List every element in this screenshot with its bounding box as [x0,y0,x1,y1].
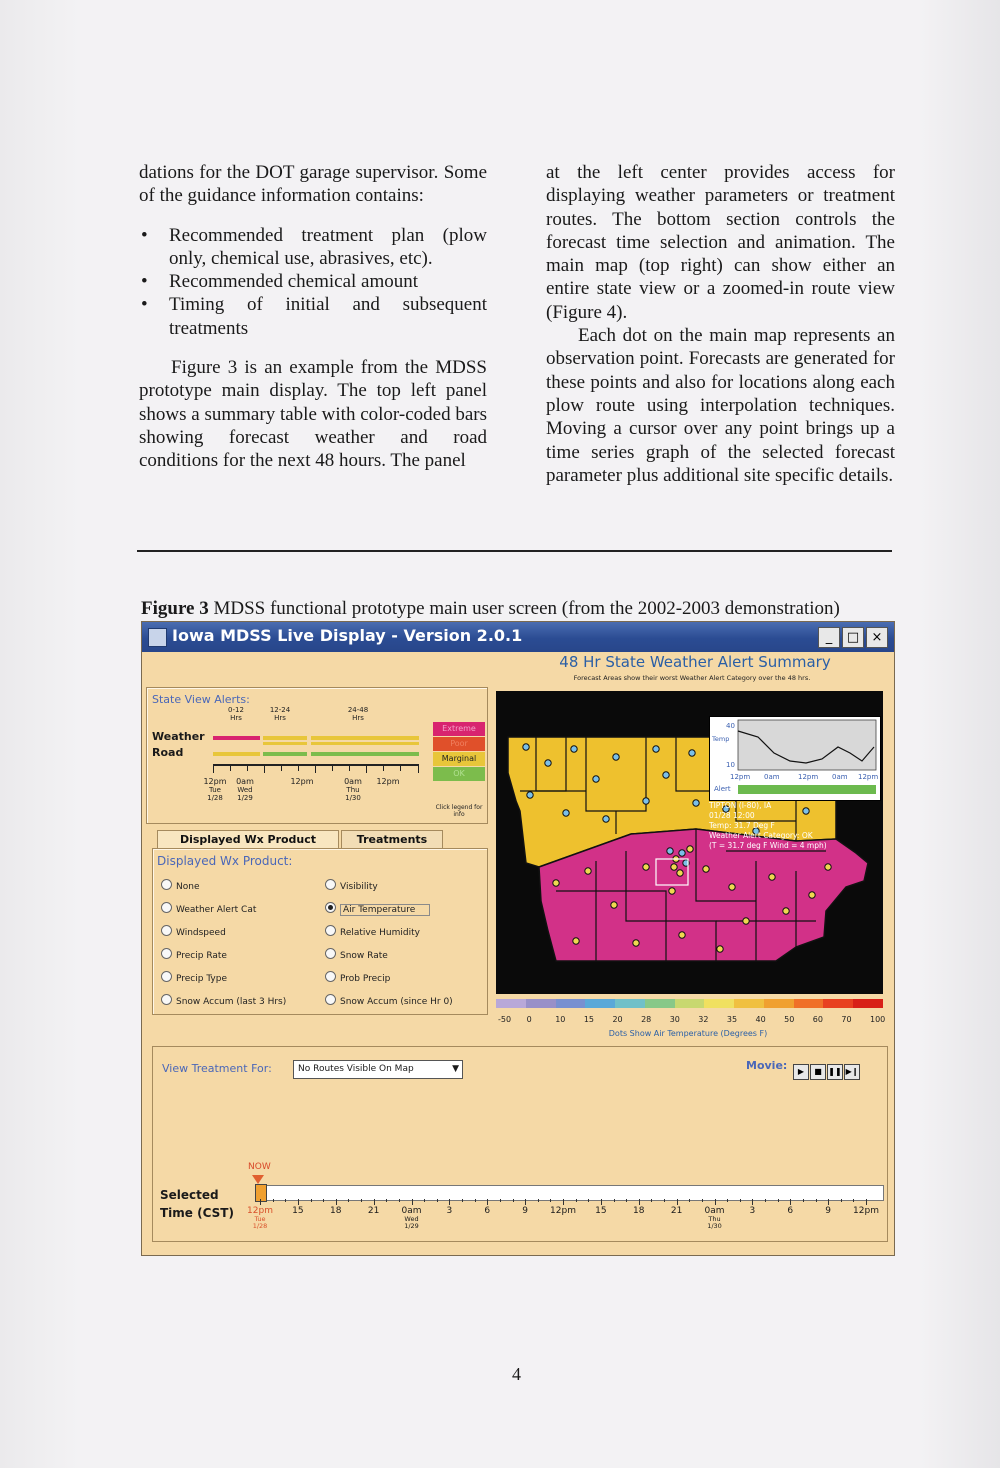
movie-label: Movie: [746,1059,788,1072]
colorbar-segment [645,999,675,1008]
radio-label: Weather Alert Cat [176,905,257,915]
maximize-button[interactable]: □ [842,627,864,648]
timeline-minor-tick [449,1199,450,1205]
radio-icon[interactable] [161,948,172,959]
date: 1/29 [237,794,253,802]
col-header-range: 24-48 [347,706,369,714]
timeline-tick-label [581,1207,621,1216]
time: 12pm [290,777,314,786]
legend-poor[interactable]: Poor [433,737,485,751]
list-item: • Recommended treatment plan (plow only, chemical use, abrasives, etc). [139,224,487,271]
timeline-minor-tick [260,1199,261,1205]
timeline-tick-label [429,1207,469,1216]
colorbar-segment [764,999,794,1008]
popup-site-info [709,801,881,870]
time: 0am [344,777,362,786]
col-header-unit: Hrs [230,714,242,722]
timeline-tick-label [808,1207,848,1216]
radio-label: None [176,882,200,892]
colorbar-tick-label: 28 [641,1015,652,1024]
colorbar-segment [853,999,883,1008]
radio-windspeed[interactable] [161,925,226,938]
tick-time: 12pm [550,1206,576,1216]
timeline-minor-tick [841,1199,842,1202]
state-time-label [233,778,257,802]
tick-time: 21 [367,1206,380,1216]
tick-date: 1/30 [707,1222,722,1230]
timeline-minor-tick [399,1199,400,1202]
guidance-list [139,224,487,340]
colorbar-segment [556,999,586,1008]
list-item: • Timing of initial and subsequent treatments [139,293,487,340]
figure-caption [141,598,840,620]
timeline-minor-tick [462,1199,463,1202]
dropdown-value: No Routes Visible On Map [298,1064,414,1074]
radio-icon[interactable] [325,902,336,913]
time-cst-label: Time (CST) [160,1206,234,1220]
radio-snow-accum-3hrs[interactable] [161,994,286,1007]
timeline-minor-tick [689,1199,690,1202]
legend-marginal[interactable]: Marginal [433,752,485,766]
tick-time: 6 [484,1206,491,1216]
timeline-minor-tick [437,1199,438,1202]
timeline-minor-tick [311,1199,312,1202]
now-label: NOW [248,1162,271,1172]
window-title: Iowa MDSS Live Display - Version 2.0.1 [172,626,523,645]
timeline-minor-tick [412,1199,413,1205]
timeline-minor-tick [715,1199,716,1205]
click-legend-info[interactable]: Click legend for info [435,804,483,818]
tick-date: 1/28 [252,1222,268,1230]
view-treatment-label: View Treatment For: [162,1062,272,1075]
x-tick: 0am [764,773,780,781]
day: Tue [209,786,221,794]
colorbar-title: Dots Show Air Temperature (Degrees F) [608,1029,768,1038]
timeline-minor-tick [576,1199,577,1202]
colorbar-segment [734,999,764,1008]
radio-label: Snow Accum (since Hr 0) [340,997,453,1007]
radio-icon[interactable] [325,948,336,959]
tick-time: 6 [787,1206,794,1216]
tick-time: 0am [704,1206,725,1216]
colorbar-segment [675,999,705,1008]
radio-weather-alert-cat[interactable] [161,902,256,915]
state-view-panel [146,687,488,824]
colorbar-tick-label: 40 [755,1015,766,1024]
tick-date: 1/29 [404,1222,419,1230]
timeline-minor-tick [866,1199,867,1205]
timeline-minor-tick [765,1199,766,1202]
minimize-button[interactable]: _ [818,627,840,648]
radio-icon[interactable] [325,994,336,1005]
weather-bar [213,736,419,740]
timeline-minor-tick [790,1199,791,1205]
site-name: TIPTON (I-80), IA [709,801,772,810]
radio-air-temperature[interactable] [325,902,430,915]
site-category: Weather Alert Category: OK [709,831,813,840]
tick-time: 3 [749,1206,756,1216]
colorbar-segment [615,999,645,1008]
tab-displayed-wx-product[interactable]: Displayed Wx Product [157,830,339,848]
chevron-down-icon[interactable]: ▼ [452,1064,459,1074]
state-time-label [341,778,365,802]
col-header-unit: Hrs [274,714,286,722]
timeline-tick-label [543,1207,583,1216]
radio-precip-rate[interactable] [161,948,227,961]
day: Thu [346,786,360,794]
tick-time: 12pm [247,1206,273,1216]
timeline-tick-label [619,1207,659,1216]
row-label-road: Road [152,746,184,759]
radio-icon[interactable] [325,925,336,936]
timeline-minor-tick [677,1199,678,1205]
col-header [221,706,251,722]
colorbar-tick-label: 30 [669,1015,680,1024]
col-header-range: 12-24 [269,706,291,714]
timeline-minor-tick [614,1199,615,1202]
tick-time: 18 [330,1206,342,1216]
timeline-minor-tick [323,1199,324,1202]
step-forward-icon[interactable]: ▶❙ [844,1064,860,1080]
tick-time: 9 [825,1206,831,1216]
timeline-minor-tick [828,1199,829,1205]
tick-time: 9 [522,1206,528,1216]
state-time-label [290,778,314,786]
radio-label: Air Temperature [340,904,430,916]
colorbar-tick-label: 100 [870,1015,886,1024]
tick-day: Tue [254,1215,266,1223]
timeline-minor-tick [487,1199,488,1205]
pause-icon[interactable]: ❚❚ [827,1064,843,1080]
colorbar-segment [496,999,526,1008]
timeline-ticks [247,1199,882,1239]
timeline-minor-tick [803,1199,804,1202]
time: 12pm [376,777,400,786]
colorbar-tick-label: 50 [784,1015,795,1024]
radio-icon[interactable] [161,971,172,982]
section-divider [137,550,892,552]
x-tick: 12pm [730,773,751,781]
colorbar-segment [823,999,853,1008]
radio-snow-rate[interactable] [325,948,388,961]
radio-label: Visibility [340,882,378,892]
timeline-minor-tick [386,1199,387,1202]
date: 1/30 [345,794,361,802]
figure-caption-text: MDSS functional prototype main user screen (from the 2002-2003 demonstration) [213,598,840,619]
radio-label: Windspeed [176,928,226,938]
timeline-tick-label [505,1207,545,1216]
radio-label: Precip Type [176,974,228,984]
radio-none[interactable] [161,879,199,892]
radio-relative-humidity[interactable] [325,925,420,938]
time: 12pm [203,777,227,786]
close-button[interactable]: × [866,627,888,648]
timeline-minor-tick [639,1199,640,1205]
timeline-minor-tick [588,1199,589,1202]
tick-time: 12pm [853,1206,879,1216]
colorbar-tick-label: 0 [526,1015,532,1024]
tick-time: 3 [446,1206,453,1216]
site-detail: (T = 31.7 deg F Wind = 4 mph) [709,841,827,850]
timeline-minor-tick [361,1199,362,1202]
colorbar-tick-label: 20 [612,1015,623,1024]
list-item: • Recommended chemical amount [139,270,487,293]
timeline-minor-tick [475,1199,476,1202]
x-tick: 12pm [798,773,819,781]
timeline-tick-label [316,1207,356,1216]
selected-label: Selected [160,1188,219,1202]
radio-label: Precip Rate [176,951,227,961]
timeline-tick-label [770,1207,810,1216]
window-titlebar [142,622,894,652]
tick-time: 15 [292,1206,304,1216]
tick-time: 0am [401,1206,422,1216]
state-view-title: State View Alerts: [152,693,250,706]
tick-day: Wed [404,1215,419,1223]
left-column [139,161,487,473]
row-label-weather: Weather [152,730,205,743]
legend-extreme[interactable]: Extreme [433,722,485,736]
timeline-minor-tick [601,1199,602,1205]
legend-ok[interactable]: OK [433,767,485,781]
tick-day: Thu [708,1215,721,1223]
stop-icon[interactable]: ■ [810,1064,826,1080]
wx-product-panel [152,848,488,1015]
site-datetime: 01/28 12:00 [709,811,755,820]
timeline-minor-tick [336,1199,337,1205]
timeline-minor-tick [664,1199,665,1202]
timeline-tick-label [392,1207,432,1230]
right-para-2: Each dot on the main map represents an observation point. Forecasts are generated for these points and also for locations along each plow route using interpolation techniques. Moving a cursor over any point brings up a time series graph of the selected forecast parameter plus additional site specific details. [546,325,895,486]
date: 1/28 [207,794,223,802]
timeline-tick-label [240,1207,280,1230]
radio-visibility[interactable] [325,879,378,892]
timeline-minor-tick [816,1199,817,1202]
radio-label: Snow Accum (last 3 Hrs) [176,997,287,1007]
wx-product-title: Displayed Wx Product: [157,854,293,868]
x-tick: 0am [832,773,848,781]
colorbar-segment [794,999,824,1008]
timeline-minor-tick [273,1199,274,1202]
mdss-window [141,621,895,1256]
timeline-tick-label [846,1207,886,1216]
app-icon [148,628,167,647]
radio-prob-precip[interactable] [325,971,390,984]
timeline-tick-label [732,1207,772,1216]
map-subtitle: Forecast Areas show their worst Weather Alert Category over the 48 hrs. [573,674,811,682]
colorbar-segment [704,999,734,1008]
weather-bar-lower [213,742,419,745]
state-time-label [373,778,403,786]
colorbar-tick-label: 70 [841,1015,852,1024]
day: Wed [237,786,253,794]
timeline-minor-tick [740,1199,741,1202]
radio-label: Snow Rate [340,951,388,961]
radio-icon[interactable] [325,879,336,890]
timeline-minor-tick [752,1199,753,1205]
popup-alert-label: Alert [714,785,731,793]
timeline-tick-label [657,1207,697,1216]
timeline-minor-tick [538,1199,539,1202]
window-controls [816,626,888,648]
tick-time: 15 [595,1206,607,1216]
play-icon[interactable]: ▶ [793,1064,809,1080]
radio-icon[interactable] [161,879,172,890]
timeline-tick-label [278,1207,318,1216]
colorbar-tick-label: 10 [555,1015,566,1024]
timeline-minor-tick [651,1199,652,1202]
radio-label: Prob Precip [340,974,391,984]
right-para-1: at the left center provides access for displaying weather parameters or treatment routes. The bottom section controls the forecast time selection and animation. The main map (top right) can show either an entire state view or a zoomed-in route view (Figure 4). [546,162,895,323]
left-para-2: Figure 3 is an example from the MDSS prototype main display. The top left panel shows a summary table with color-coded bars showing forecast weather and road conditions for the next 48 hours. The panel [139,357,487,472]
timeline-minor-tick [374,1199,375,1205]
timeline-minor-tick [563,1199,564,1205]
road-bar [213,752,419,756]
timeline-tick-label [695,1207,735,1230]
timeseries-popup [709,716,881,801]
radio-precip-type[interactable] [161,971,227,984]
tick-time: 21 [670,1206,683,1216]
radio-icon[interactable] [161,902,172,913]
map-title: 48 Hr State Weather Alert Summary [559,653,831,671]
treatment-route-select[interactable] [293,1060,463,1079]
radio-icon[interactable] [161,994,172,1005]
timeline-minor-tick [513,1199,514,1202]
timeline-minor-tick [778,1199,779,1202]
temperature-colorbar [496,999,883,1008]
state-time-label [203,778,227,802]
timeline-minor-tick [626,1199,627,1202]
popup-y-min: 10 [726,761,735,769]
timeline-minor-tick [525,1199,526,1205]
timeline-minor-tick [550,1199,551,1202]
timeline-minor-tick [500,1199,501,1202]
popup-y-max: 40 [726,722,735,730]
col-header [343,706,373,722]
timeline-minor-tick [298,1199,299,1205]
page-number: 4 [512,1364,521,1384]
timeline-minor-tick [853,1199,854,1202]
timeline-minor-tick [424,1199,425,1202]
tab-treatments[interactable]: Treatments [341,830,443,848]
radio-icon[interactable] [325,971,336,982]
timeline-minor-tick [348,1199,349,1202]
right-column [546,161,895,487]
timeline-tick-label [354,1207,394,1216]
colorbar-segment [585,999,615,1008]
radio-snow-accum-since-hr0[interactable] [325,994,453,1007]
time: 0am [236,777,254,786]
tick-time: 18 [633,1206,645,1216]
timeline-tick-label [467,1207,507,1216]
timeline-minor-tick [285,1199,286,1202]
colorbar-tick-label: 60 [812,1015,823,1024]
colorbar-segment [526,999,556,1008]
popup-y-unit: Temp [712,735,730,743]
x-tick: 12pm [858,773,879,781]
timeline-minor-tick [702,1199,703,1202]
timeseries-graph [710,717,880,800]
now-marker-icon[interactable] [252,1175,264,1184]
col-header [265,706,295,722]
movie-controls [792,1059,860,1080]
colorbar-tick-label: -50 [498,1015,512,1024]
colorbar-tick-label: 35 [726,1015,738,1024]
left-para-1: dations for the DOT garage supervisor. Some of the guidance information contains: [139,162,487,207]
state-time-axis [213,764,419,774]
colorbar-tick-label: 32 [698,1015,709,1024]
site-temp: Temp: 31.7 Deg F [709,821,775,830]
timeline-minor-tick [727,1199,728,1202]
figure-label: Figure 3 [141,598,209,619]
col-header-unit: Hrs [352,714,364,722]
radio-label: Relative Humidity [340,928,420,938]
col-header-range: 0-12 [228,706,244,714]
radio-icon[interactable] [161,925,172,936]
colorbar-tick-label: 15 [583,1015,595,1024]
